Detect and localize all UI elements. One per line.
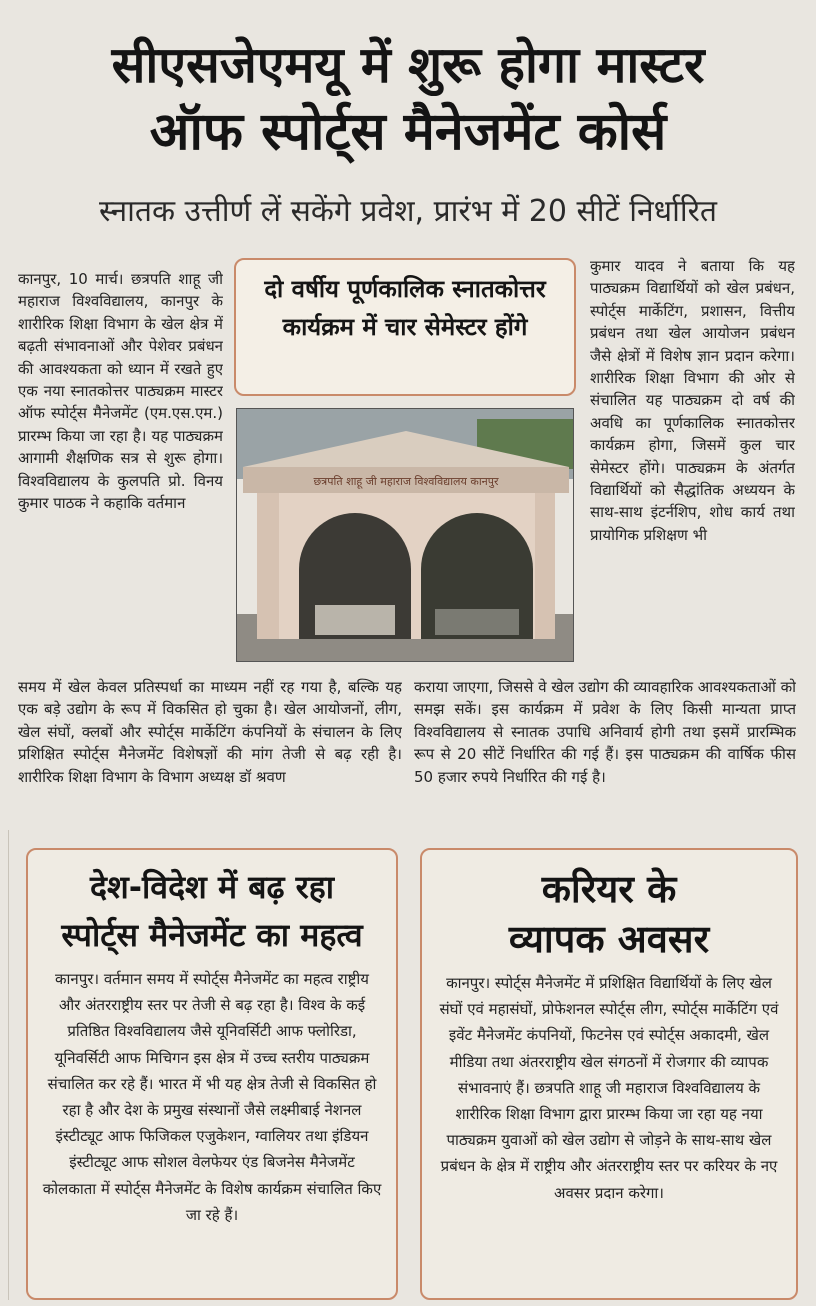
box-right-body: कानपुर। स्पोर्ट्स मैनेजमेंट में प्रशिक्षित विद्यार्थियों के लिए खेल संघों एवं महासंघों, प्रोफेशनल स्पोर्ट्स लीग, स्पोर्ट्स मार्केटिंग एवं इवेंट मैनेजमेंट कंपनियों, फिटनेस एवं स्पोर्ट्स अकादमी, खेल मीडिया तथा अंतरराष्ट्रीय खेल संगठनों में रोजगार की व्यापक संभावनाएं हैं। छत्रपति शाहू जी महाराज विश्वविद्यालय के शारीरिक शिक्षा विभाग द्वारा प्रारम्भ किया जा रहा यह नया पाठ्यक्रम युवाओं को खेल उद्योग से जोड़ने के साथ-साथ खेल प्रबंधन के क्षेत्र में राष्ट्रीय और अंतरराष्ट्रीय स्तर पर करियर के नए अवसर प्रदान करेगा। — [439, 974, 779, 1202]
university-gate-photo — [236, 408, 574, 662]
article-body-bottom-left: समय में खेल केवल प्रतिस्पर्धा का माध्यम नहीं रह गया है, बल्कि यह एक बड़े उद्योग के रूप में विकसित हो चुका है। खेल आयोजनों, लीग, खेल संघों, क्लबों और स्पोर्ट्स मार्केटिंग कंपनियों के संचालन के लिए प्रशिक्षित स्पोर्ट्स मैनेजमेंट विशेषज्ञों की मांग तेजी से बढ़ रही है। शारीरिक शिक्षा विभाग के विभाग अध्यक्ष डॉ श्रवण — [18, 678, 402, 786]
subheadline: स्नातक उत्तीर्ण लें सकेंगे प्रवेश, प्रारंभ में 20 सीटें निर्धारित — [99, 194, 717, 229]
gate-illustration — [237, 409, 574, 662]
box-left-title-line-1: देश-विदेश में बढ़ रहा — [89, 868, 335, 906]
box-left-title-line-2: स्पोर्ट्स मैनेजमेंट का महत्व — [61, 916, 363, 954]
article-column-left: कानपुर, 10 मार्च। छत्रपति शाहू जी महाराज विश्वविद्यालय, कानपुर के शारीरिक शिक्षा विभाग के खेल क्षेत्र में बढ़ती संभावनाओं और पेशेवर प्रबंधन की आवश्यकता को ध्यान में रखते हुए एक नया स्नातकोत्तर पाठ्यक्रम मास्टर ऑफ स्पोर्ट्स मैनेजमेंट (एम.एस.एम.) प्रारम्भ किया जा रहा है। यह पाठ्यक्रम आगामी शैक्षणिक सत्र से शुरू होगा। विश्वविद्यालय के कुलपति प्रो. विनय कुमार पाठक ने कहाकि वर्तमान — [18, 270, 223, 513]
page-margin — [0, 830, 9, 1300]
article-column-right: कुमार यादव ने बताया कि यह पाठ्यक्रम विद्यार्थियों को खेल प्रबंधन, स्पोर्ट्स मार्केटिंग, प्रशासन, वित्तीय प्रबंधन तथा खेल आयोजन प्रबंधन जैसे क्षेत्रों में विशेष ज्ञान प्रदान करेगा। शारीरिक शिक्षा विभाग की ओर से संचालित यह पाठ्यक्रम दो वर्ष की अवधि का पूर्णकालिक स्नातकोत्तर कार्यक्रम होगा, जिसमें कुल चार सेमेस्टर होंगे। पाठ्यक्रम के अंतर्गत विद्यार्थियों को सैद्धांतिक अध्ययन के साथ-साथ इंटर्नशिप, शोध कार्य तथा प्रायोगिक प्रशिक्षण भी — [590, 257, 795, 544]
headline-line-2: ऑफ स्पोर्ट्स मैनेजमेंट कोर्स — [149, 102, 667, 162]
pull-quote: दो वर्षीय पूर्णकालिक स्नातकोत्तर कार्यक्रम में चार सेमेस्टर होंगे — [234, 258, 576, 396]
sidebar-box-importance — [26, 848, 398, 1300]
box-right-title-line-1: करियर के — [541, 867, 677, 911]
headline-line-1: सीएसजेएमयू में शुरू होगा मास्टर — [111, 36, 705, 94]
article-body-bottom-right: कराया जाएगा, जिससे वे खेल उद्योग की व्यावहारिक आवश्यकताओं को समझ सकें। इस कार्यक्रम में प्रवेश के लिए किसी मान्यता प्राप्त विश्वविद्यालय से स्नातक उपाधि अनिवार्य होगी तथा इसमें प्रारम्भिक रूप से 20 सीटें निर्धारित की गई हैं। इस पाठ्यक्रम की वार्षिक फीस 50 हजार रुपये निर्धारित की गई है। — [414, 678, 796, 786]
gate-sign: छत्रपति शाहू जी महाराज विश्वविद्यालय कानपुर — [313, 475, 499, 488]
box-right-title-line-2: व्यापक अवसर — [508, 917, 710, 961]
box-left-body: कानपुर। वर्तमान समय में स्पोर्ट्स मैनेजमेंट का महत्व राष्ट्रीय और अंतरराष्ट्रीय स्तर पर तेजी से बढ़ रहा है। विश्व के कई प्रतिष्ठित विश्वविद्यालय जैसे यूनिवर्सिटी आफ फ्लोरिडा, यूनिवर्सिटी आफ मिचिगन इस क्षेत्र में उच्च स्तरीय पाठ्यक्रम संचालित कर रहे हैं। भारत में भी यह क्षेत्र तेजी से विकसित हो रहा है और देश के प्रमुख संस्थानों जैसे लक्ष्मीबाई नेशनल इंस्टीट्यूट आफ फिजिकल एजुकेशन, ग्वालियर तथा इंडियन इंस्टीट्यूट आफ सोशल वेलफेयर एंड बिजनेस मैनेजमेंट कोलकाता में स्पोर्ट्स मैनेजमेंट के विशेष कार्यक्रम संचालित किए जा रहे हैं। — [42, 970, 382, 1224]
sidebar-box-career — [420, 848, 798, 1300]
